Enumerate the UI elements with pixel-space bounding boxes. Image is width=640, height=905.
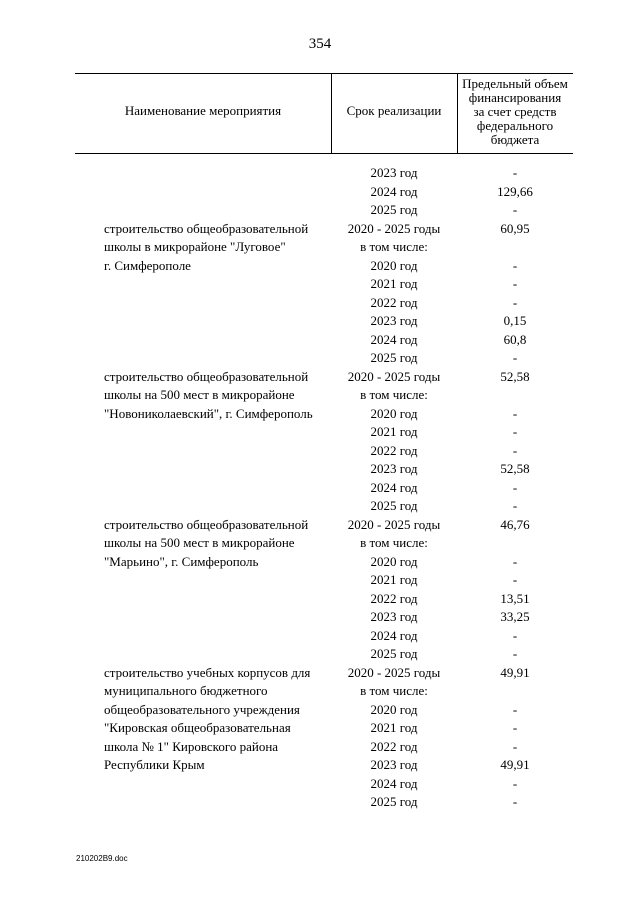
row-name: строительство учебных корпусов для	[104, 664, 311, 680]
row-period: 2022 год	[370, 294, 418, 310]
row-amount: -	[512, 720, 518, 735]
row-period: 2021 год	[370, 276, 418, 291]
row-amount: 46,76	[500, 516, 530, 532]
row-period: 2020 - 2025 годы	[347, 368, 441, 384]
header-funding-line: Предельный объем	[462, 76, 568, 91]
row-amount: 52,58	[500, 461, 530, 476]
row-amount: -	[512, 257, 518, 273]
row-name: "Новониколаевский", г. Симферополь	[104, 405, 313, 421]
row-period: 2025 год	[370, 202, 418, 217]
row-amount: -	[512, 442, 518, 458]
row-period: 2020 - 2025 годы	[347, 220, 441, 236]
row-name: "Кировская общеобразовательная	[104, 720, 291, 735]
row-period: 2020 год	[370, 405, 418, 421]
row-amount: -	[512, 350, 518, 365]
row-period: 2020 год	[370, 701, 418, 717]
row-amount: 60,95	[500, 220, 530, 236]
row-period: 2021 год	[370, 572, 418, 587]
row-period: 2022 год	[370, 738, 418, 754]
row-amount: -	[512, 627, 518, 643]
row-name: школы на 500 мест в микрорайоне	[104, 387, 295, 402]
row-name: Республики Крым	[104, 757, 205, 772]
row-period: 2025 год	[370, 646, 418, 661]
row-amount: 13,51	[500, 590, 530, 606]
row-amount: 49,91	[500, 757, 530, 772]
row-period: 2024 год	[370, 627, 418, 643]
row-amount: -	[512, 405, 518, 421]
row-period: в том числе:	[360, 239, 428, 254]
row-name: общеобразовательного учреждения	[104, 701, 300, 717]
row-name: школы на 500 мест в микрорайоне	[104, 535, 295, 550]
row-amount: -	[512, 424, 518, 439]
row-amount: -	[512, 479, 518, 495]
header-funding-line: финансирования	[468, 90, 562, 105]
row-name: школа № 1" Кировского района	[104, 738, 279, 754]
row-period: 2023 год	[370, 609, 418, 624]
row-period: 2023 год	[370, 461, 418, 476]
row-amount: -	[512, 775, 518, 791]
header-period: Срок реализации	[346, 103, 442, 118]
row-amount: 49,91	[500, 664, 530, 680]
header-funding	[457, 77, 573, 147]
row-name: г. Симферополе	[104, 257, 191, 273]
row-amount: -	[512, 572, 518, 587]
header-funding-line: за счет средств	[473, 104, 557, 119]
row-amount: -	[512, 498, 518, 513]
row-amount: -	[512, 276, 518, 291]
row-amount: 52,58	[500, 368, 530, 384]
row-period: 2023 год	[370, 165, 418, 180]
table-header-bottom-border	[75, 153, 573, 154]
row-period: 2021 год	[370, 424, 418, 439]
row-period: 2024 год	[370, 331, 418, 347]
row-amount: -	[512, 165, 518, 180]
row-amount: -	[512, 553, 518, 569]
row-period: 2025 год	[370, 794, 418, 809]
row-amount: -	[512, 794, 518, 809]
page-number: 354	[308, 36, 332, 52]
row-period: 2023 год	[370, 757, 418, 772]
row-period: в том числе:	[360, 387, 428, 402]
row-period: 2024 год	[370, 775, 418, 791]
row-period: 2020 год	[370, 257, 418, 273]
row-amount: 60,8	[503, 331, 527, 347]
row-period: 2020 - 2025 годы	[347, 664, 441, 680]
header-name: Наименование мероприятия	[124, 103, 282, 118]
document-footer: 210202В9.doc	[76, 854, 128, 863]
row-name: "Марьино", г. Симферополь	[104, 553, 259, 569]
row-period: 2025 год	[370, 350, 418, 365]
row-period: 2021 год	[370, 720, 418, 735]
row-name: строительство общеобразовательной	[104, 220, 309, 236]
row-amount: -	[512, 294, 518, 310]
row-period: 2020 - 2025 годы	[347, 516, 441, 532]
row-amount: -	[512, 738, 518, 754]
row-name: строительство общеобразовательной	[104, 368, 309, 384]
row-period: 2022 год	[370, 442, 418, 458]
row-period: в том числе:	[360, 535, 428, 550]
row-period: 2025 год	[370, 498, 418, 513]
row-amount: 33,25	[500, 609, 530, 624]
row-period: в том числе:	[360, 683, 428, 698]
row-name: школы в микрорайоне "Луговое"	[104, 239, 286, 254]
row-period: 2024 год	[370, 479, 418, 495]
row-name: муниципального бюджетного	[104, 683, 268, 698]
table-top-border	[75, 73, 573, 74]
row-name: строительство общеобразовательной	[104, 516, 309, 532]
header-funding-line: бюджета	[490, 132, 540, 147]
row-amount: 0,15	[503, 313, 527, 328]
header-funding-line: федерального	[476, 118, 554, 133]
row-period: 2020 год	[370, 553, 418, 569]
row-period: 2023 год	[370, 313, 418, 328]
row-amount: -	[512, 701, 518, 717]
row-amount: 129,66	[497, 183, 533, 199]
row-amount: -	[512, 646, 518, 661]
row-amount: -	[512, 202, 518, 217]
row-period: 2022 год	[370, 590, 418, 606]
row-period: 2024 год	[370, 183, 418, 199]
